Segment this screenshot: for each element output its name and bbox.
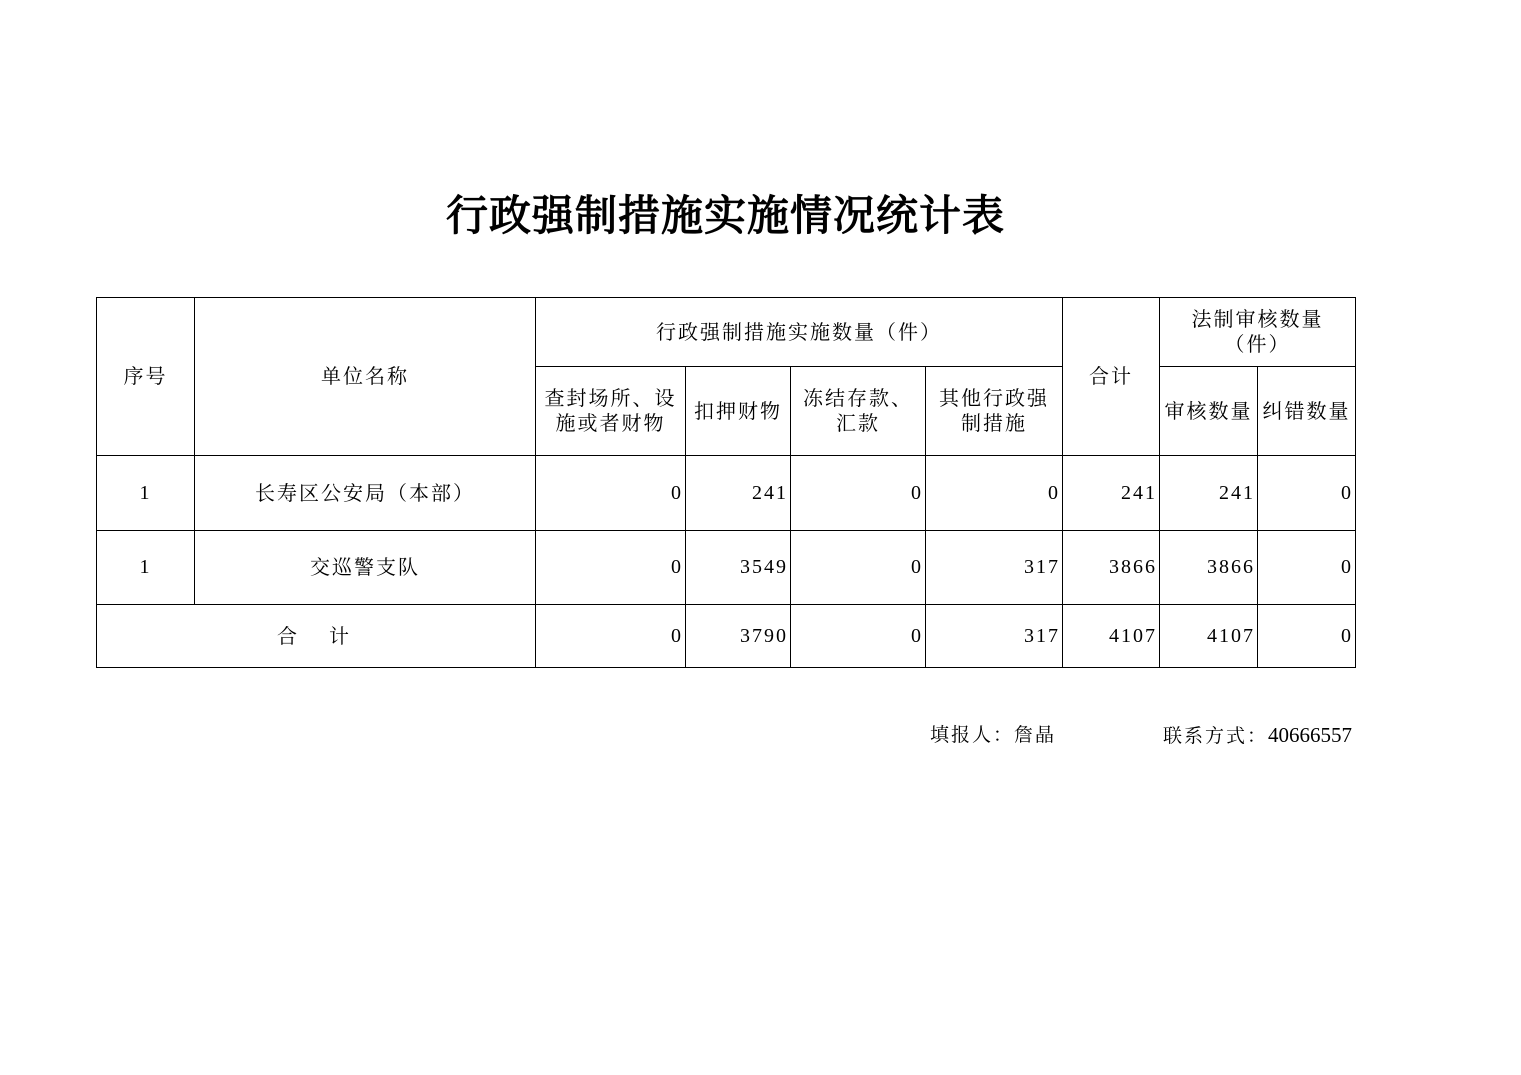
cell-freeze-deposits: 0 (791, 531, 926, 605)
cell-review-count: 241 (1160, 456, 1258, 531)
contact-value: 40666557 (1268, 723, 1353, 747)
cell-other-measures: 317 (926, 531, 1063, 605)
cell-seal-premises: 0 (536, 531, 686, 605)
header-freeze-deposits: 冻结存款、汇款 (791, 367, 926, 456)
cell-correction-count: 0 (1258, 456, 1356, 531)
total-total: 4107 (1063, 605, 1160, 668)
header-measures-group: 行政强制措施实施数量（件） (536, 298, 1063, 367)
header-seq: 序号 (97, 298, 195, 456)
contact-label: 联系方式： (1163, 725, 1269, 747)
row-unit-name: 交巡警支队 (195, 531, 536, 605)
table-row (97, 456, 1356, 531)
total-other-measures: 317 (926, 605, 1063, 668)
header-unit-name: 单位名称 (195, 298, 536, 456)
total-row (97, 605, 1356, 668)
total-seal-premises: 0 (536, 605, 686, 668)
contact-info (1163, 722, 1352, 749)
row-seq: 1 (97, 531, 195, 605)
header-total: 合计 (1063, 298, 1160, 456)
header-review-count: 审核数量 (1160, 367, 1258, 456)
total-row-label: 合 计 (97, 605, 536, 668)
cell-other-measures: 0 (926, 456, 1063, 531)
header-correction-count: 纠错数量 (1258, 367, 1356, 456)
total-correction-count: 0 (1258, 605, 1356, 668)
header-other-measures: 其他行政强制措施 (926, 367, 1063, 456)
total-review-count: 4107 (1160, 605, 1258, 668)
statistics-table (96, 297, 1356, 668)
row-seq: 1 (97, 456, 195, 531)
cell-correction-count: 0 (1258, 531, 1356, 605)
cell-review-count: 3866 (1160, 531, 1258, 605)
total-freeze-deposits: 0 (791, 605, 926, 668)
total-detain-property: 3790 (686, 605, 791, 668)
table-row (97, 531, 1356, 605)
cell-total: 3866 (1063, 531, 1160, 605)
cell-total: 241 (1063, 456, 1160, 531)
header-detain-property: 扣押财物 (686, 367, 791, 456)
page-title: 行政强制措施实施情况统计表 (445, 191, 1005, 240)
reporter-name: 詹晶 (1014, 724, 1057, 746)
header-row-1 (97, 298, 1356, 367)
reporter-info (930, 722, 1056, 748)
cell-detain-property: 241 (686, 456, 791, 531)
header-review-group: 法制审核数量（件） (1160, 298, 1356, 367)
cell-detain-property: 3549 (686, 531, 791, 605)
cell-seal-premises: 0 (536, 456, 686, 531)
header-seal-premises: 查封场所、设施或者财物 (536, 367, 686, 456)
reporter-label: 填报人： (930, 724, 1015, 746)
row-unit-name: 长寿区公安局（本部） (195, 456, 536, 531)
cell-freeze-deposits: 0 (791, 456, 926, 531)
